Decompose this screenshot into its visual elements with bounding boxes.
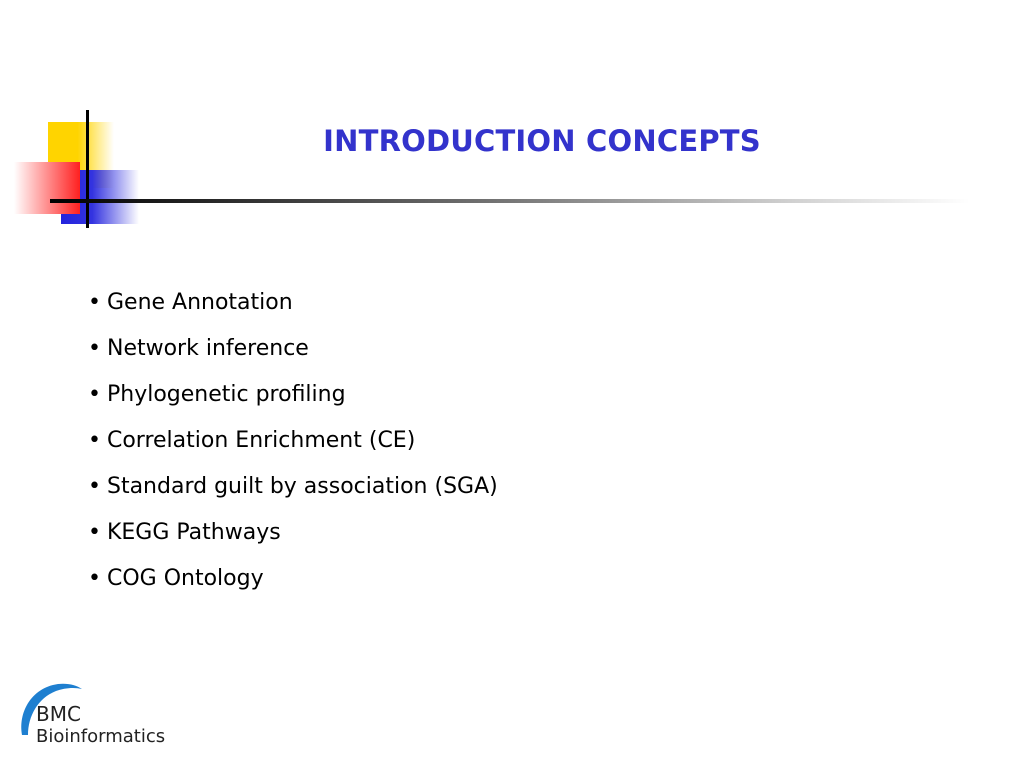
bmc-bioinformatics-logo [14,680,194,760]
bullet-icon: • [88,566,101,591]
list-item [88,418,498,464]
title-underline-rule [50,199,970,203]
list-item [88,372,498,418]
list-item-text: Network inference [106,336,309,361]
bullet-icon: • [88,382,101,407]
bullet-icon: • [88,336,101,361]
list-item-text: Gene Annotation [106,290,293,315]
bullet-icon: • [88,290,101,315]
slide-title: INTRODUCTION CONCEPTS [323,124,761,158]
bullet-icon: • [88,520,101,545]
logo-text-bioinformatics: Bioinformatics [36,726,166,747]
logo-text-bmc: BMC [36,702,81,726]
bullet-icon: • [88,428,101,453]
list-item [88,326,498,372]
bullet-icon: • [88,474,101,499]
list-item-text: Correlation Enrichment (CE) [106,428,416,453]
list-item [88,464,498,510]
list-item [88,556,498,602]
list-item [88,280,498,326]
list-item-text: Phylogenetic profiling [106,382,346,407]
list-item-text: Standard guilt by association (SGA) [106,474,498,499]
bullet-list [88,280,498,602]
list-item-text: COG Ontology [106,566,264,591]
list-item-text: KEGG Pathways [106,520,281,545]
decorative-red-square [14,162,80,214]
list-item [88,510,498,556]
